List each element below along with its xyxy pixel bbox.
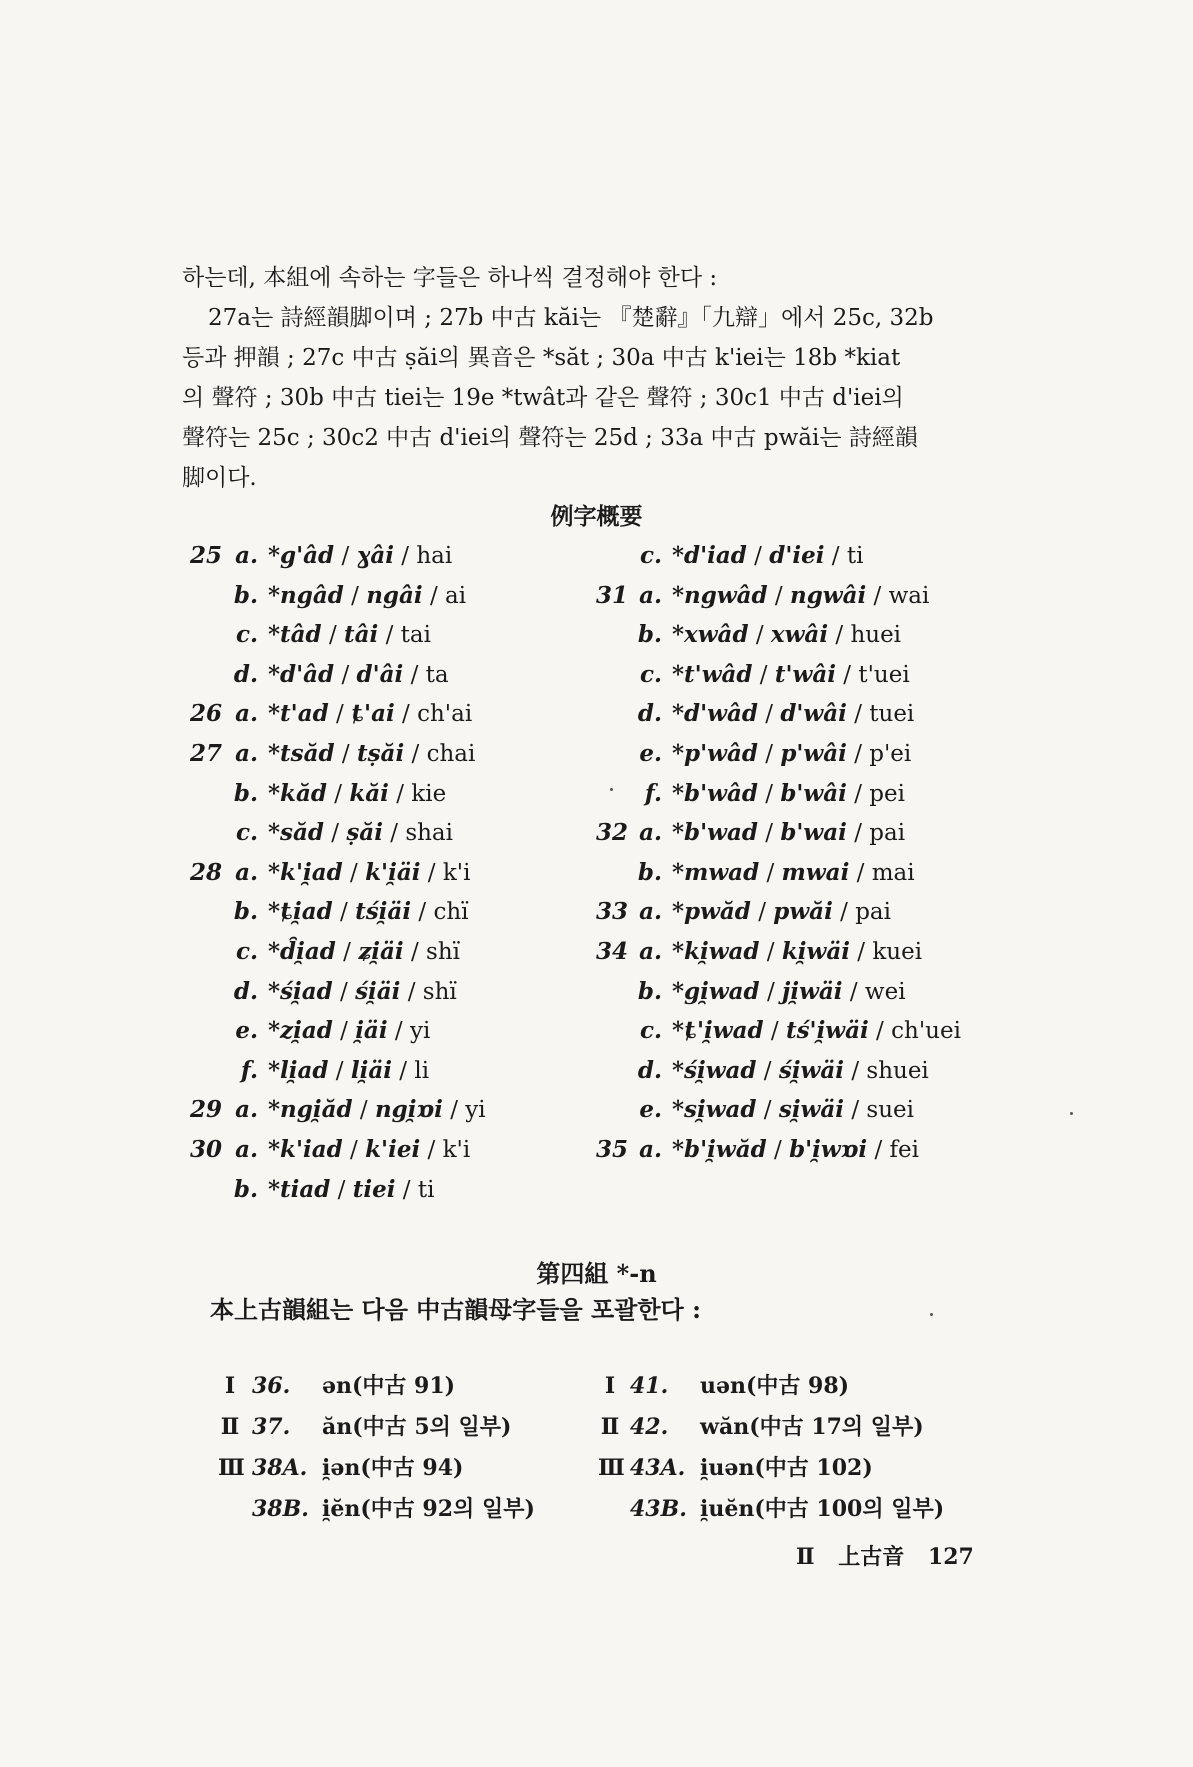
middle-chinese-form: śi̯wäi bbox=[778, 1056, 845, 1084]
rime-description: i̯uĕn(中古 100의 일부) bbox=[700, 1496, 945, 1522]
separator: / bbox=[846, 780, 870, 807]
example-letter: d. bbox=[637, 1056, 662, 1084]
example-number: 30 bbox=[189, 1136, 222, 1163]
mandarin-reading: huei bbox=[850, 622, 902, 649]
mandarin-reading: k'i bbox=[442, 859, 471, 886]
mandarin-reading: kuei bbox=[872, 939, 923, 965]
separator: / bbox=[846, 820, 870, 847]
example-forms bbox=[672, 576, 929, 616]
separator: / bbox=[420, 859, 443, 886]
separator: / bbox=[343, 582, 367, 609]
middle-chinese-form: i̯äi bbox=[355, 1017, 388, 1045]
example-letter: b. bbox=[233, 779, 258, 807]
example-forms bbox=[268, 615, 431, 655]
separator: / bbox=[342, 1137, 366, 1163]
example-forms bbox=[268, 576, 466, 616]
example-letter: b. bbox=[233, 1175, 258, 1203]
old-chinese-form: *zi̯ad bbox=[268, 1017, 333, 1045]
old-chinese-form: *li̯ad bbox=[268, 1056, 329, 1084]
example-number: 26 bbox=[189, 700, 222, 728]
example-forms bbox=[672, 615, 901, 655]
example-letter: e. bbox=[639, 1096, 662, 1124]
example-letter: b. bbox=[637, 621, 662, 649]
middle-chinese-form: tśi̯äi bbox=[355, 898, 412, 926]
example-letter: c. bbox=[235, 938, 258, 965]
separator: / bbox=[748, 622, 771, 649]
example-number: 32 bbox=[595, 819, 628, 847]
example-forms bbox=[268, 1011, 430, 1051]
example-number: 25 bbox=[189, 542, 222, 569]
paragraph-line: 의 聲符 ; 30b 中古 tiei는 19e *twât과 같은 聲符 ; 30c1 中古 d'iei의 bbox=[182, 385, 904, 411]
separator: / bbox=[759, 939, 782, 965]
old-chinese-form: *g'âd bbox=[268, 542, 335, 569]
rime-division: Ⅱ bbox=[220, 1414, 240, 1440]
old-chinese-form: *ngi̯ăd bbox=[268, 1096, 353, 1124]
example-letter: d. bbox=[233, 660, 258, 688]
mandarin-reading: yi bbox=[465, 1097, 486, 1124]
old-chinese-form: *b'wâd bbox=[672, 779, 758, 807]
page-number: 127 bbox=[927, 1544, 974, 1570]
separator: / bbox=[828, 622, 851, 649]
example-forms bbox=[268, 1051, 429, 1091]
mandarin-reading: ti bbox=[846, 543, 864, 569]
example-letter: f. bbox=[644, 779, 662, 807]
middle-chinese-form: xwâi bbox=[770, 621, 829, 649]
example-letter: b. bbox=[233, 581, 258, 609]
rime-division: Ⅲ bbox=[598, 1455, 625, 1481]
middle-chinese-form: śi̯äi bbox=[355, 977, 401, 1005]
example-forms bbox=[672, 655, 910, 695]
example-letter: c. bbox=[639, 1017, 662, 1045]
example-forms bbox=[268, 1130, 470, 1170]
mandarin-reading: ch'ai bbox=[417, 701, 473, 728]
separator: / bbox=[395, 1176, 418, 1203]
mandarin-reading: pai bbox=[869, 820, 906, 847]
middle-chinese-form: mwai bbox=[781, 858, 850, 886]
example-forms bbox=[268, 734, 475, 774]
example-letter: a. bbox=[639, 819, 662, 847]
separator: / bbox=[323, 820, 347, 847]
middle-chinese-form: d'iei bbox=[769, 542, 825, 569]
example-forms bbox=[672, 734, 911, 774]
old-chinese-form: *b'i̯wăd bbox=[672, 1136, 767, 1163]
separator: / bbox=[335, 939, 359, 965]
example-forms bbox=[672, 813, 905, 853]
example-forms bbox=[672, 1011, 961, 1051]
middle-chinese-form: ki̯wäi bbox=[781, 938, 850, 965]
mandarin-reading: mai bbox=[871, 859, 915, 886]
middle-chinese-form: d'âi bbox=[356, 660, 404, 688]
rime-number: 42. bbox=[630, 1414, 669, 1440]
mandarin-reading: shï bbox=[422, 978, 457, 1005]
example-letter: a. bbox=[639, 1136, 662, 1163]
mandarin-reading: tuei bbox=[869, 701, 915, 728]
separator: / bbox=[382, 820, 406, 847]
rime-division: Ⅰ bbox=[604, 1373, 616, 1399]
example-forms bbox=[268, 1090, 486, 1130]
old-chinese-form: *tiad bbox=[268, 1175, 331, 1203]
separator: / bbox=[326, 780, 350, 807]
middle-chinese-form: d'wâi bbox=[780, 700, 847, 728]
example-forms bbox=[672, 892, 891, 932]
example-letter: c. bbox=[639, 542, 662, 569]
mandarin-reading: p'ei bbox=[869, 741, 912, 767]
old-chinese-form: *săd bbox=[268, 819, 324, 847]
scan-speck bbox=[610, 788, 613, 791]
paragraph-line: 하는데, 本組에 속하는 字들은 하나씩 결정해야 한다 : bbox=[182, 265, 718, 291]
separator: / bbox=[767, 582, 790, 609]
old-chinese-form: *d̑i̯ad bbox=[268, 938, 336, 965]
separator: / bbox=[328, 1057, 351, 1084]
old-chinese-form: *pwăd bbox=[672, 898, 751, 926]
example-letter: a. bbox=[235, 700, 258, 728]
separator: / bbox=[334, 543, 357, 569]
separator: / bbox=[334, 661, 357, 688]
separator: / bbox=[846, 741, 870, 767]
rime-number: 38A. bbox=[252, 1455, 308, 1481]
middle-chinese-form: ji̯wäi bbox=[782, 977, 843, 1005]
separator: / bbox=[756, 1097, 779, 1124]
old-chinese-form: *si̯wad bbox=[672, 1096, 757, 1124]
separator: / bbox=[752, 661, 775, 688]
old-chinese-form: *mwad bbox=[672, 858, 760, 886]
old-chinese-form: *d'iad bbox=[672, 542, 747, 569]
example-forms bbox=[672, 853, 915, 893]
example-forms bbox=[672, 694, 914, 734]
separator: / bbox=[388, 780, 412, 807]
example-letter: a. bbox=[235, 1096, 258, 1124]
separator: / bbox=[868, 1018, 892, 1045]
example-letter: d. bbox=[637, 700, 662, 728]
separator: / bbox=[403, 661, 426, 688]
separator: / bbox=[867, 1137, 890, 1163]
example-forms bbox=[268, 892, 469, 932]
mandarin-reading: hai bbox=[416, 543, 453, 569]
middle-chinese-form: tṣăi bbox=[356, 740, 405, 767]
separator: / bbox=[842, 978, 865, 1005]
rime-description: ən(中古 91) bbox=[322, 1373, 456, 1399]
example-forms bbox=[268, 694, 472, 734]
separator: / bbox=[757, 820, 781, 847]
middle-chinese-form: si̯wäi bbox=[778, 1096, 845, 1124]
scan-speck bbox=[1070, 1112, 1073, 1115]
mandarin-reading: fei bbox=[889, 1137, 920, 1163]
old-chinese-form: *śi̯ad bbox=[268, 977, 333, 1005]
separator: / bbox=[332, 899, 356, 926]
mandarin-reading: shuei bbox=[866, 1057, 929, 1084]
example-letter: e. bbox=[639, 740, 662, 767]
old-chinese-form: *gi̯wad bbox=[672, 977, 760, 1005]
example-forms bbox=[672, 972, 906, 1012]
example-letter: e. bbox=[235, 1017, 258, 1045]
old-chinese-form: *ngâd bbox=[268, 581, 344, 609]
example-letter: a. bbox=[639, 898, 662, 926]
rime-description: ăn(中古 5의 일부) bbox=[322, 1414, 512, 1440]
mandarin-reading: ti bbox=[417, 1176, 435, 1203]
mandarin-reading: pai bbox=[855, 899, 891, 926]
old-chinese-form: *xwâd bbox=[672, 621, 749, 649]
example-forms bbox=[268, 932, 460, 972]
example-letter: a. bbox=[639, 581, 662, 609]
middle-chinese-form: tiei bbox=[352, 1175, 396, 1203]
separator: / bbox=[321, 622, 345, 649]
separator: / bbox=[400, 978, 423, 1005]
separator: / bbox=[403, 939, 427, 965]
example-forms bbox=[268, 536, 452, 576]
example-letter: a. bbox=[235, 1136, 258, 1163]
mandarin-reading: k'i bbox=[442, 1137, 471, 1163]
separator: / bbox=[750, 899, 774, 926]
middle-chinese-form: ngi̯ɒi bbox=[374, 1096, 443, 1124]
old-chinese-form: *b'wad bbox=[672, 819, 758, 847]
rime-division: Ⅲ bbox=[218, 1455, 245, 1481]
middle-chinese-form: k'iei bbox=[365, 1136, 421, 1163]
old-chinese-form: *d'âd bbox=[268, 660, 335, 688]
separator: / bbox=[334, 741, 357, 767]
separator: / bbox=[756, 1057, 779, 1084]
example-letter: f. bbox=[240, 1056, 258, 1084]
mandarin-reading: t'uei bbox=[858, 661, 910, 688]
separator: / bbox=[330, 1176, 353, 1203]
example-letter: b. bbox=[233, 898, 258, 926]
old-chinese-form: *t'wâd bbox=[672, 660, 753, 688]
example-number: 28 bbox=[189, 858, 222, 886]
old-chinese-form: *k'iad bbox=[268, 1136, 343, 1163]
example-number: 29 bbox=[189, 1096, 222, 1124]
example-letter: c. bbox=[235, 819, 258, 847]
separator: / bbox=[328, 701, 352, 728]
example-letter: a. bbox=[235, 542, 258, 569]
separator: / bbox=[849, 859, 872, 886]
separator: / bbox=[757, 780, 781, 807]
separator: / bbox=[378, 622, 401, 649]
example-forms bbox=[672, 774, 905, 814]
mandarin-reading: chï bbox=[433, 899, 469, 926]
separator: / bbox=[832, 899, 856, 926]
mandarin-reading: suei bbox=[866, 1097, 914, 1124]
separator: / bbox=[759, 978, 783, 1005]
old-chinese-form: *kăd bbox=[268, 779, 327, 807]
separator: / bbox=[850, 939, 873, 965]
paragraph-line: 등과 押韻 ; 27c 中古 ṣăi의 異音은 *săt ; 30a 中古 k'iei는 18b *kiat bbox=[182, 345, 901, 371]
example-letter: c. bbox=[235, 621, 258, 649]
separator: / bbox=[763, 1018, 786, 1045]
example-forms bbox=[268, 813, 453, 853]
middle-chinese-form: b'i̯wɒi bbox=[789, 1136, 868, 1163]
rime-description: i̯ən(中古 94) bbox=[322, 1455, 464, 1481]
rime-number: 38B. bbox=[252, 1496, 309, 1522]
separator: / bbox=[442, 1097, 466, 1124]
mandarin-reading: li bbox=[414, 1057, 430, 1084]
middle-chinese-form: kăi bbox=[349, 779, 389, 807]
mandarin-reading: wai bbox=[888, 582, 930, 609]
example-letter: a. bbox=[235, 858, 258, 886]
old-chinese-form: *tâd bbox=[268, 621, 322, 649]
separator: / bbox=[866, 582, 889, 609]
middle-chinese-form: ṣăi bbox=[346, 819, 383, 847]
example-forms bbox=[672, 536, 863, 576]
rime-number: 41. bbox=[630, 1373, 669, 1399]
example-number: 27 bbox=[189, 740, 222, 767]
mandarin-reading: shï bbox=[426, 939, 461, 965]
separator: / bbox=[844, 1057, 867, 1084]
old-chinese-form: *ki̯wad bbox=[672, 938, 760, 965]
old-chinese-form: *ȶ'i̯wad bbox=[672, 1017, 764, 1045]
example-number: 31 bbox=[595, 581, 628, 609]
example-forms bbox=[268, 853, 470, 893]
separator: / bbox=[824, 543, 847, 569]
example-number: 35 bbox=[595, 1136, 628, 1163]
rime-number: 37. bbox=[252, 1414, 291, 1440]
mandarin-reading: ch'uei bbox=[891, 1018, 961, 1045]
example-forms bbox=[672, 1051, 929, 1091]
separator: / bbox=[766, 1137, 790, 1163]
old-chinese-form: *p'wâd bbox=[672, 740, 758, 767]
rime-number: 43B. bbox=[630, 1496, 687, 1522]
intro-paragraph bbox=[182, 258, 1002, 498]
separator: / bbox=[846, 701, 870, 728]
mandarin-reading: chai bbox=[426, 741, 476, 767]
separator: / bbox=[420, 1137, 443, 1163]
rime-description: wăn(中古 17의 일부) bbox=[700, 1414, 924, 1440]
separator: / bbox=[422, 582, 446, 609]
separator: / bbox=[759, 859, 782, 886]
middle-chinese-form: b'wai bbox=[780, 819, 847, 847]
mandarin-reading: yi bbox=[409, 1018, 431, 1045]
example-letter: d. bbox=[233, 977, 258, 1005]
paragraph-line: 脚이다. bbox=[182, 465, 257, 491]
example-forms bbox=[672, 932, 922, 972]
separator: / bbox=[342, 859, 366, 886]
mandarin-reading: ai bbox=[445, 582, 467, 609]
example-letter: b. bbox=[637, 858, 662, 886]
mandarin-reading: ta bbox=[425, 661, 449, 688]
separator: / bbox=[352, 1097, 375, 1124]
separator: / bbox=[404, 741, 427, 767]
old-chinese-form: *tsăd bbox=[268, 740, 335, 767]
mandarin-reading: kie bbox=[411, 780, 447, 807]
separator: / bbox=[392, 1057, 415, 1084]
old-chinese-form: *d'wâd bbox=[672, 700, 758, 728]
mandarin-reading: tai bbox=[400, 622, 431, 649]
middle-chinese-form: b'wâi bbox=[780, 779, 847, 807]
example-forms bbox=[268, 972, 457, 1012]
mandarin-reading: shai bbox=[405, 820, 453, 847]
separator: / bbox=[835, 661, 859, 688]
example-letter: c. bbox=[639, 660, 662, 688]
rime-number: 36. bbox=[252, 1373, 291, 1399]
middle-chinese-form: tś'i̯wäi bbox=[785, 1017, 869, 1045]
examples-heading: 例字概要 bbox=[550, 503, 643, 530]
rime-description: i̯ĕn(中古 92의 일부) bbox=[322, 1496, 535, 1522]
footer-chapter: Ⅱ bbox=[796, 1544, 815, 1570]
middle-chinese-form: ȶ'ai bbox=[351, 700, 395, 728]
mandarin-reading: wei bbox=[864, 978, 906, 1005]
separator: / bbox=[332, 978, 356, 1005]
middle-chinese-form: li̯äi bbox=[350, 1056, 392, 1084]
old-chinese-form: *ȶi̯ad bbox=[268, 898, 333, 926]
rime-division: Ⅱ bbox=[600, 1414, 620, 1440]
rime-division: Ⅰ bbox=[224, 1373, 236, 1399]
separator: / bbox=[757, 741, 781, 767]
example-letter: a. bbox=[235, 740, 258, 767]
separator: / bbox=[394, 701, 418, 728]
mandarin-reading: pei bbox=[869, 780, 905, 807]
old-chinese-form: *t'ad bbox=[268, 700, 329, 728]
separator: / bbox=[332, 1018, 356, 1045]
example-letter: a. bbox=[639, 938, 662, 965]
rime-number: 43A. bbox=[630, 1455, 686, 1481]
example-forms bbox=[672, 1090, 914, 1130]
middle-chinese-form: ɣâi bbox=[356, 542, 394, 569]
paragraph-line: 27a는 詩經韻脚이며 ; 27b 中古 kăi는 『楚辭』「九辯」에서 25c, 32b bbox=[208, 305, 934, 331]
section-title: 第四組 *-n bbox=[536, 1259, 657, 1288]
separator: / bbox=[411, 899, 434, 926]
middle-chinese-form: t'wâi bbox=[774, 660, 836, 688]
rime-description: uən(中古 98) bbox=[700, 1373, 850, 1399]
paragraph-line: 聲符는 25c ; 30c2 中古 d'iei의 聲符는 25d ; 33a 中古 pwăi는 詩經韻 bbox=[182, 425, 918, 451]
old-chinese-form: *k'i̯ad bbox=[268, 858, 343, 886]
scan-speck bbox=[930, 1313, 933, 1316]
separator: / bbox=[746, 543, 770, 569]
example-number: 33 bbox=[595, 898, 628, 926]
middle-chinese-form: k'i̯äi bbox=[365, 858, 421, 886]
middle-chinese-form: tâi bbox=[344, 621, 379, 649]
separator: / bbox=[393, 543, 417, 569]
separator: / bbox=[757, 701, 781, 728]
middle-chinese-form: ngwâi bbox=[790, 581, 867, 609]
example-forms bbox=[268, 655, 449, 695]
middle-chinese-form: ngâi bbox=[366, 581, 423, 609]
rime-description: i̯uən(中古 102) bbox=[700, 1455, 873, 1481]
separator: / bbox=[844, 1097, 867, 1124]
middle-chinese-form: p'wâi bbox=[780, 740, 847, 767]
section-intro: 本上古韻組는 다음 中古韻母字들을 포괄한다 : bbox=[210, 1295, 701, 1324]
page-footer bbox=[796, 1540, 990, 1571]
middle-chinese-form: pwăi bbox=[773, 898, 833, 926]
old-chinese-form: *śi̯wad bbox=[672, 1056, 757, 1084]
example-forms bbox=[268, 774, 446, 814]
example-letter: b. bbox=[637, 977, 662, 1005]
middle-chinese-form: ʑi̯äi bbox=[358, 938, 404, 965]
separator: / bbox=[387, 1018, 410, 1045]
example-number: 34 bbox=[595, 938, 628, 965]
footer-title: 上古音 bbox=[838, 1544, 905, 1570]
example-forms bbox=[268, 1170, 434, 1210]
old-chinese-form: *ngwâd bbox=[672, 581, 768, 609]
example-forms bbox=[672, 1130, 919, 1170]
